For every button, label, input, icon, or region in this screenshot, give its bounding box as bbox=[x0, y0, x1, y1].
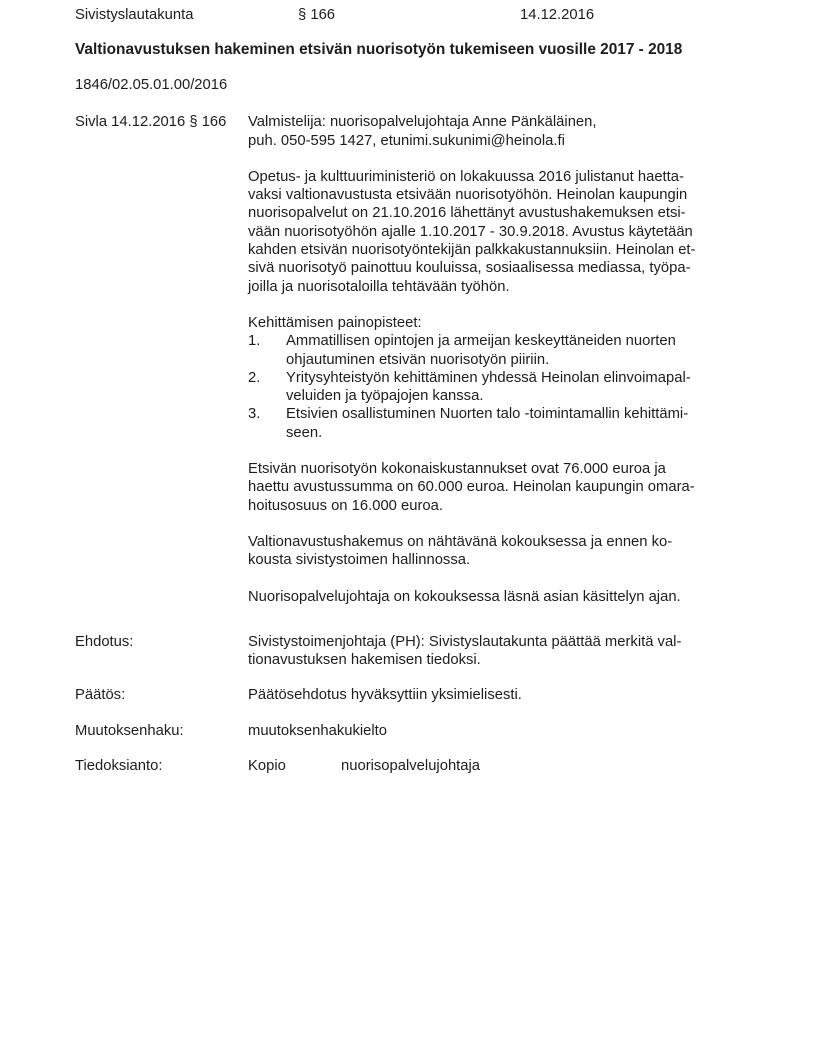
list-number: 3. bbox=[248, 406, 261, 423]
header-section-number: § 166 bbox=[298, 7, 336, 23]
paragraph-line: nuorisopalvelut on 21.10.2016 lähettänyt avustushakemuksen etsi- bbox=[248, 205, 686, 222]
paragraph-line: kousta sivistystoimen hallinnossa. bbox=[248, 552, 471, 569]
paragraph-line: Sivistystoimenjohtaja (PH): Sivistyslautakunta päättää merkitä val- bbox=[248, 633, 682, 650]
paragraph-line: vään nuorisotyöhön ajalle 1.10.2017 - 30.9.2018. Avustus käytetään bbox=[248, 223, 693, 240]
availability-paragraph bbox=[248, 533, 756, 570]
development-item-1 bbox=[248, 332, 756, 369]
appeal-label: Muutoksenhaku: bbox=[75, 722, 184, 739]
notice-label: Tiedoksianto: bbox=[75, 758, 163, 775]
copy-recipient: nuorisopalvelujohtaja bbox=[341, 758, 481, 775]
case-number: 1846/02.05.01.00/2016 bbox=[75, 77, 228, 93]
notice-row bbox=[75, 757, 756, 775]
paragraph-line: Etsivän nuorisotyön kokonaiskustannukset ovat 76.000 euroa ja bbox=[248, 461, 666, 478]
page-header bbox=[75, 6, 756, 25]
paragraph-line: vaksi valtionavustusta etsivään nuorisotyöhön. Heinolan kaupungin bbox=[248, 187, 688, 204]
appeal-row bbox=[75, 722, 756, 740]
paragraph-line: Ammatillisen opintojen ja armeijan keskeyttäneiden nuorten bbox=[286, 333, 676, 350]
main-content-column bbox=[248, 113, 756, 606]
paragraph-line: Yritysyhteistyön kehittäminen yhdessä Heinolan elinvoimapal- bbox=[286, 369, 691, 386]
item-reference-label: Sivla 14.12.2016 § 166 bbox=[75, 114, 227, 131]
preparer-contact-line: puh. 050-595 1427, etunimi.sukunimi@heinola.fi bbox=[248, 132, 565, 149]
decision-content bbox=[248, 686, 756, 704]
paragraph-line: sivä nuorisotyö painottuu kouluissa, sosiaalisessa mediassa, työpa- bbox=[248, 260, 691, 277]
paragraph-line: Päätösehdotus hyväksyttiin yksimielisesti. bbox=[248, 687, 522, 704]
paragraph-line: haettu avustussumma on 60.000 euroa. Heinolan kaupungin omara- bbox=[248, 479, 695, 496]
main-section bbox=[75, 113, 756, 606]
preparer-line: Valmistelija: nuorisopalvelujohtaja Anne Pänkäläinen, bbox=[248, 114, 597, 131]
paragraph-line: Etsivien osallistuminen Nuorten talo -toimintamallin kehittämi- bbox=[286, 406, 689, 423]
proposal-content bbox=[248, 633, 756, 670]
notice-copy-row bbox=[248, 757, 756, 775]
header-date: 14.12.2016 bbox=[520, 7, 595, 23]
paragraph-line: Nuorisopalvelujohtaja on kokouksessa läsnä asian käsittelyn ajan. bbox=[248, 588, 681, 605]
background-paragraph bbox=[248, 168, 756, 296]
paragraph-line: ohjautuminen etsivän nuorisotyön piiriin. bbox=[286, 351, 550, 368]
header-committee: Sivistyslautakunta bbox=[75, 7, 194, 23]
decision-label: Päätös: bbox=[75, 687, 126, 704]
paragraph-line: Valtionavustushakemus on nähtävänä kokouksessa ja ennen ko- bbox=[248, 533, 673, 550]
paragraph-line: Opetus- ja kulttuuriministeriö on lokakuussa 2016 julistanut haetta- bbox=[248, 168, 684, 185]
proposal-label: Ehdotus: bbox=[75, 633, 134, 650]
decision-row bbox=[75, 686, 756, 704]
list-item-text bbox=[286, 332, 756, 369]
list-item-text bbox=[286, 405, 756, 442]
development-priorities-section bbox=[248, 314, 756, 442]
preparer-info bbox=[248, 113, 756, 150]
development-item-2 bbox=[248, 369, 756, 406]
copy-label: Kopio bbox=[248, 758, 286, 775]
paragraph-line: muutoksenhakukielto bbox=[248, 722, 388, 739]
paragraph-line: tionavustuksen hakemisen tiedoksi. bbox=[248, 652, 481, 669]
paragraph-line: kahden etsivän nuorisotyöntekijän palkkakustannuksiin. Heinolan et- bbox=[248, 242, 696, 259]
appeal-content bbox=[248, 722, 756, 740]
paragraph-line: joilla ja nuorisotaloilla tehtävään työhön. bbox=[248, 278, 510, 295]
paragraph-line: seen. bbox=[286, 424, 323, 441]
list-number: 2. bbox=[248, 369, 261, 386]
development-heading: Kehittämisen painopisteet: bbox=[248, 314, 422, 331]
list-item-text bbox=[286, 369, 756, 406]
notice-content bbox=[248, 757, 756, 775]
attendance-paragraph bbox=[248, 588, 756, 606]
costs-paragraph bbox=[248, 460, 756, 515]
list-number: 1. bbox=[248, 333, 261, 350]
proposal-row bbox=[75, 633, 756, 670]
paragraph-line: hoitusosuus on 16.000 euroa. bbox=[248, 497, 443, 514]
paragraph-line: veluiden ja työpajojen kanssa. bbox=[286, 388, 484, 405]
development-item-3 bbox=[248, 405, 756, 442]
document-title: Valtionavustuksen hakeminen etsivän nuorisotyön tukemiseen vuosille 2017 - 2018 bbox=[75, 41, 683, 58]
